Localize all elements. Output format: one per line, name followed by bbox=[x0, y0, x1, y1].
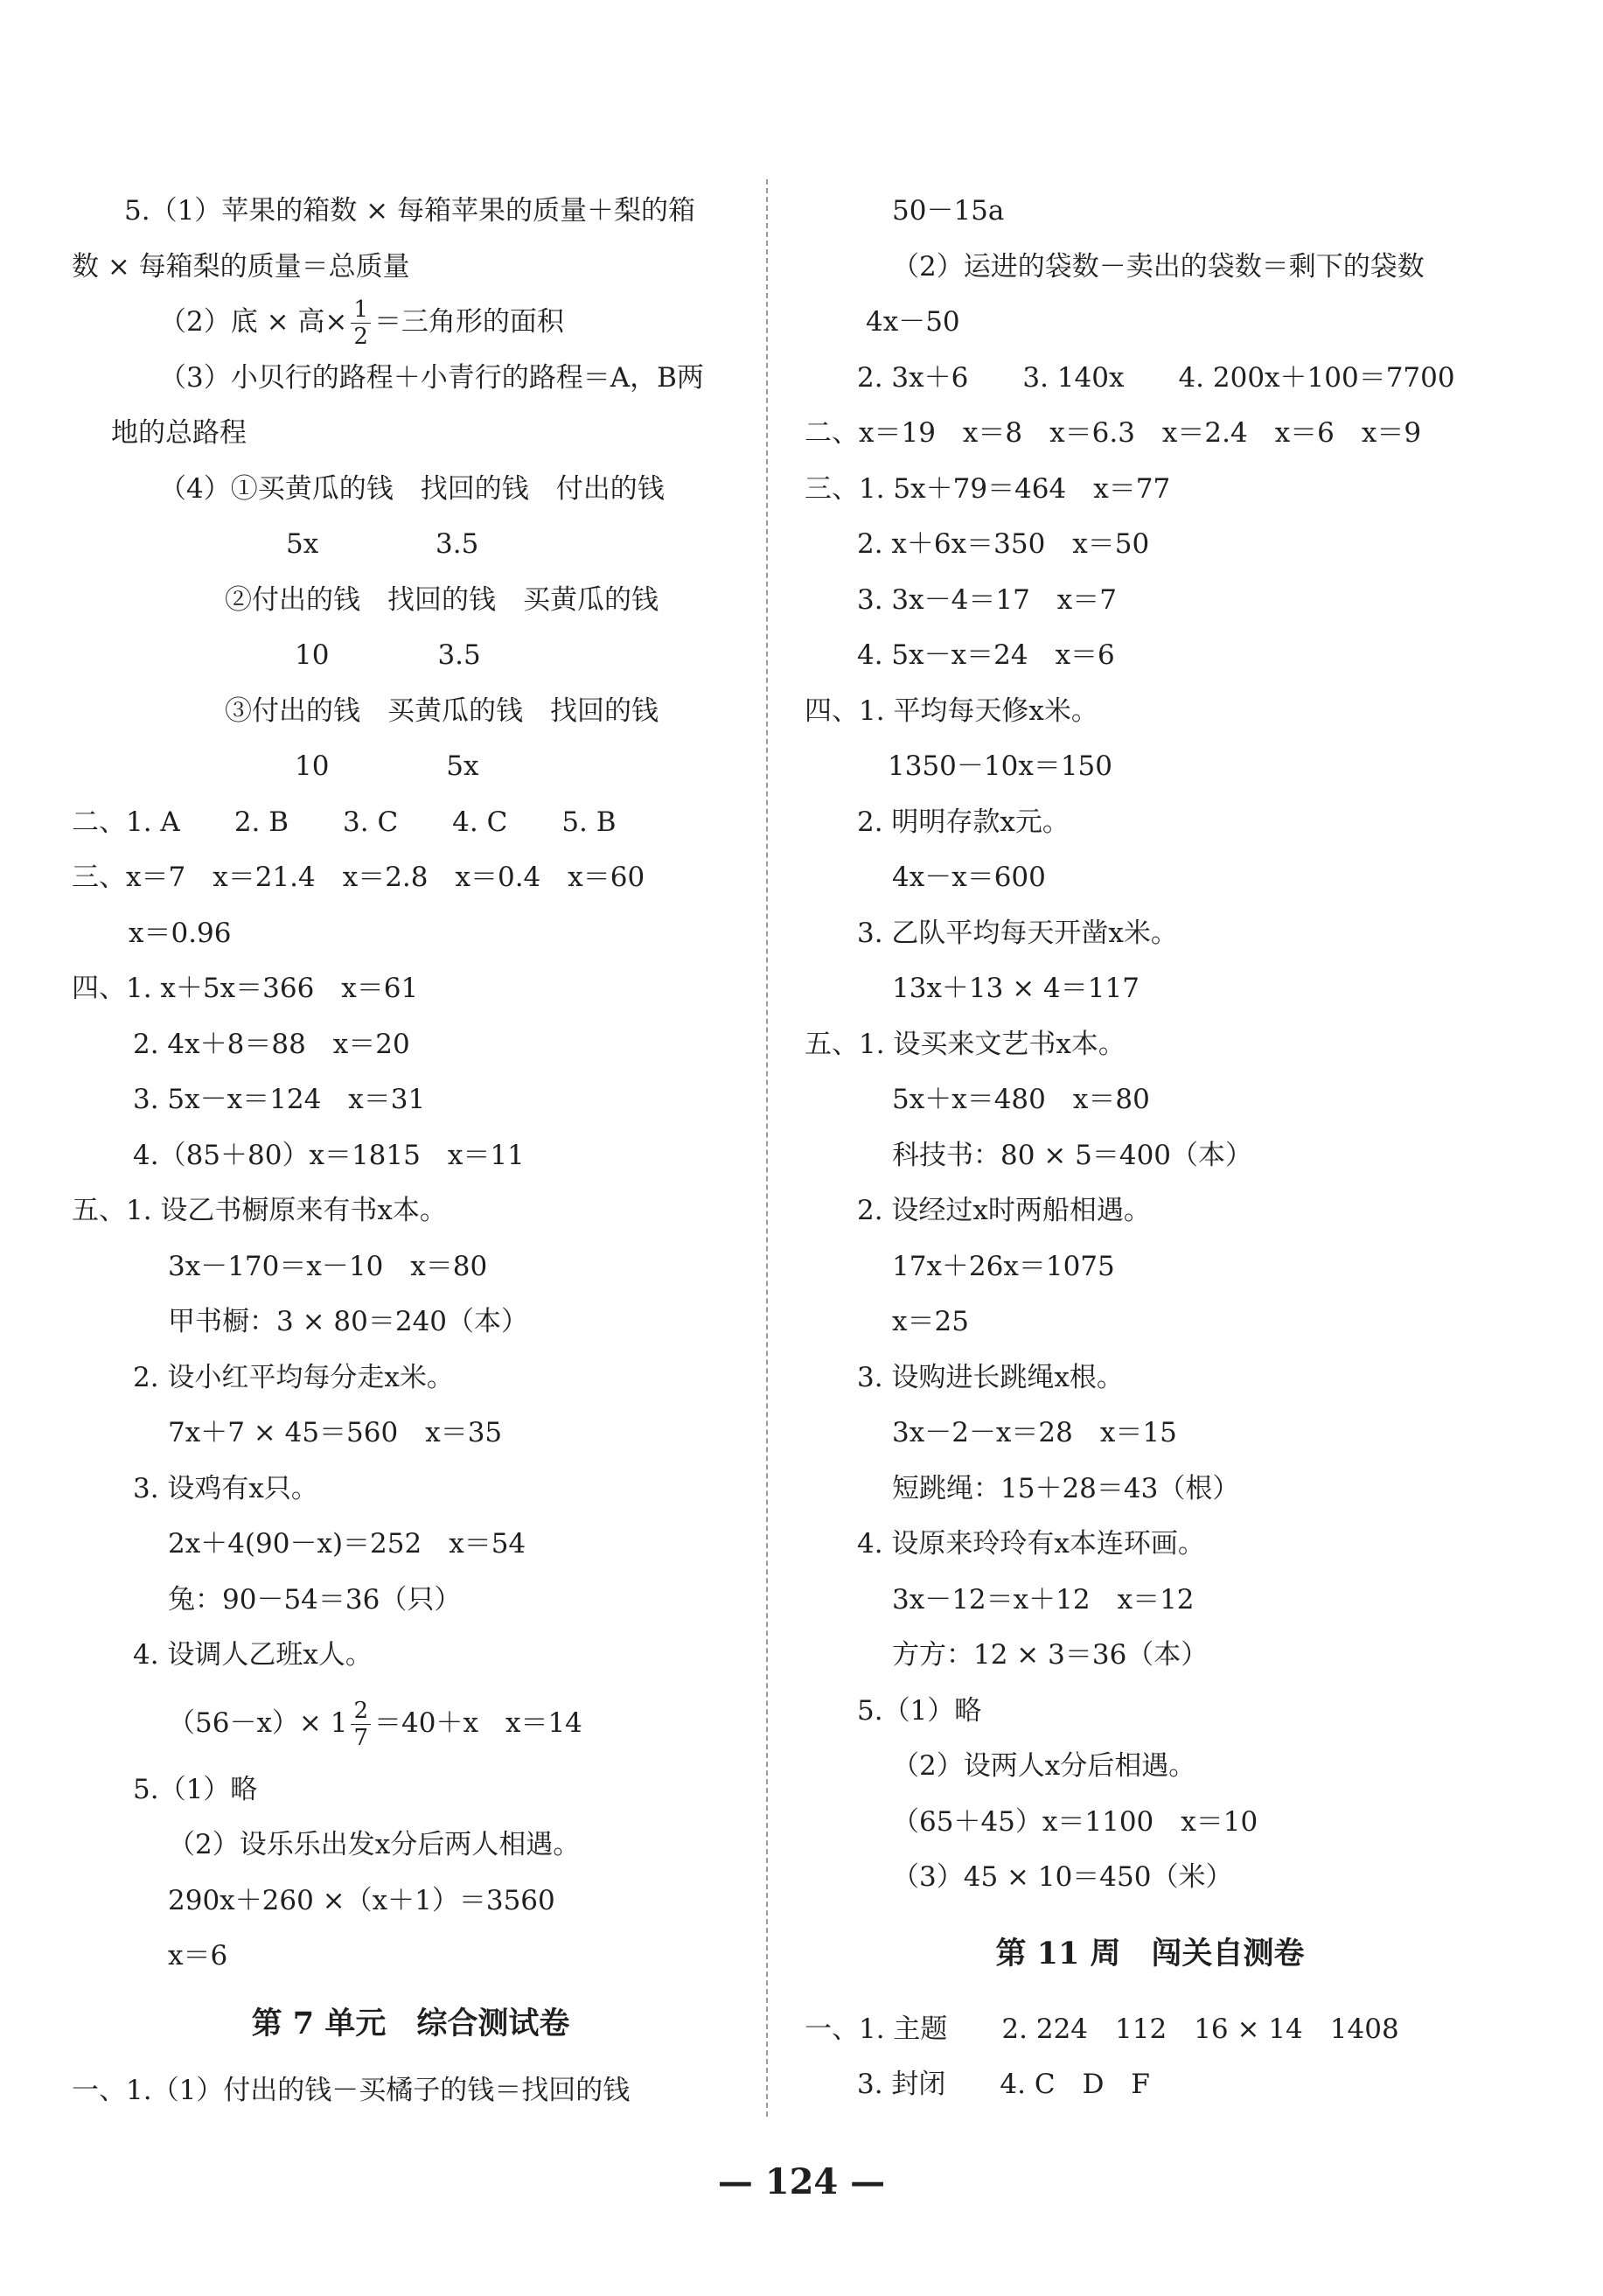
answer-line: 兔：90－54＝36（只） bbox=[168, 1583, 462, 1616]
answer-line: 地的总路程 bbox=[111, 417, 247, 449]
answer-line: 7x＋7 × 45＝560 x＝35 bbox=[168, 1417, 503, 1448]
answer-line bbox=[72, 295, 749, 351]
answer-line: 数 × 每箱梨的质量＝总质量 bbox=[72, 250, 410, 283]
answer-line: 三、x＝7 x＝21.4 x＝2.8 x＝0.4 x＝60 bbox=[72, 862, 645, 893]
answer-line: 3. 3x－4＝17 x＝7 bbox=[857, 583, 1118, 616]
answer-line: 5.（1）略 bbox=[133, 1773, 258, 1805]
answer-line: 4x－50 bbox=[866, 306, 960, 338]
answer-line: 一、1. 主题 2. 224 112 16 × 14 1408 bbox=[805, 2013, 1399, 2045]
answer-line: 2x＋4(90－x)＝252 x＝54 bbox=[168, 1528, 526, 1560]
answer-line: 3x－12＝x＋12 x＝12 bbox=[892, 1583, 1195, 1616]
section-title: 第 11 周 闯关自测卷 bbox=[995, 1935, 1305, 1971]
answer-line: x＝6 bbox=[168, 1940, 228, 1971]
answer-line: 3x－2－x＝28 x＝15 bbox=[892, 1417, 1177, 1448]
answer-line: 2. x＋6x＝350 x＝50 bbox=[857, 528, 1150, 560]
answer-text: ＝40＋x x＝14 bbox=[374, 1706, 582, 1739]
answer-line: 2. 设经过x时两船相遇。 bbox=[857, 1195, 1151, 1226]
answer-line: 3. 乙队平均每天开凿x米。 bbox=[857, 917, 1178, 949]
answer-line: 50－15a bbox=[892, 195, 1005, 227]
answer-line: 4. 5x－x＝24 x＝6 bbox=[857, 639, 1115, 671]
answer-line: （2）设乐乐出发x分后两人相遇。 bbox=[168, 1829, 581, 1860]
answer-line: （3）小贝行的路程＋小青行的路程＝A，B两 bbox=[159, 361, 704, 394]
answer-line: 3. 设鸡有x只。 bbox=[133, 1472, 318, 1504]
answer-line: （2）运进的袋数－卖出的袋数＝剩下的袋数 bbox=[892, 250, 1425, 283]
answer-line: 二、x＝19 x＝8 x＝6.3 x＝2.4 x＝6 x＝9 bbox=[805, 417, 1422, 449]
answer-text: ＝三角形的面积 bbox=[373, 306, 564, 338]
answer-line: 4. 设调人乙班x人。 bbox=[133, 1639, 373, 1671]
answer-line: ②付出的钱 找回的钱 买黄瓜的钱 bbox=[225, 583, 659, 616]
answer-line: 3. 设购进长跳绳x根。 bbox=[857, 1361, 1124, 1393]
answer-line: 二、1. A 2. B 3. C 4. C 5. B bbox=[72, 806, 617, 838]
answer-line: 4.（85＋80）x＝1815 x＝11 bbox=[133, 1139, 525, 1171]
answer-line: 3. 封闭 4. C D F bbox=[857, 2069, 1150, 2100]
answer-line: 五、1. 设买来文艺书x本。 bbox=[805, 1028, 1126, 1060]
column-divider bbox=[766, 179, 768, 2117]
answer-line: （4）①买黄瓜的钱 找回的钱 付出的钱 bbox=[159, 472, 665, 505]
answer-line: 4. 设原来玲玲有x本连环画。 bbox=[857, 1528, 1205, 1560]
answer-line: 5.（1）略 bbox=[857, 1694, 982, 1727]
answer-line: 2. 明明存款x元。 bbox=[857, 806, 1070, 838]
answer-line: 3x－170＝x－10 x＝80 bbox=[168, 1250, 488, 1282]
answer-line: 一、1.（1）付出的钱－买橘子的钱＝找回的钱 bbox=[72, 2074, 631, 2106]
answer-line: 5.（1）苹果的箱数 × 每箱苹果的质量＋梨的箱 bbox=[124, 195, 695, 227]
answer-line: 290x＋260 ×（x＋1）＝3560 bbox=[168, 1884, 555, 1916]
right-column bbox=[805, 184, 1495, 2113]
answer-line: 四、1. x＋5x＝366 x＝61 bbox=[72, 973, 419, 1004]
answer-line: 17x＋26x＝1075 bbox=[892, 1250, 1115, 1282]
answer-text: （2）底 × 高× bbox=[159, 306, 348, 338]
answer-line: 2. 3x＋6 3. 140x 4. 200x＋100＝7700 bbox=[857, 361, 1455, 394]
answer-line: 10 3.5 bbox=[295, 639, 481, 671]
answer-line: 1350－10x＝150 bbox=[888, 750, 1112, 782]
answer-line: 2. 设小红平均每分走x米。 bbox=[133, 1361, 454, 1393]
answer-line: 短跳绳：15＋28＝43（根） bbox=[892, 1472, 1240, 1504]
fraction bbox=[351, 1699, 371, 1749]
answer-line: 甲书橱：3 × 80＝240（本） bbox=[168, 1306, 529, 1337]
fraction-denominator: 7 bbox=[353, 1724, 369, 1751]
answer-line: 5x 3.5 bbox=[286, 528, 479, 560]
answer-line: 5x＋x＝480 x＝80 bbox=[892, 1084, 1150, 1115]
answer-text: （56－x）× 1 bbox=[168, 1706, 348, 1739]
answer-line: 科技书：80 × 5＝400（本） bbox=[892, 1139, 1253, 1171]
section-title: 第 7 单元 综合测试卷 bbox=[251, 2005, 570, 2041]
answer-line: 四、1. 平均每天修x米。 bbox=[805, 694, 1098, 727]
fraction-numerator: 1 bbox=[351, 298, 371, 324]
answer-line: 4x－x＝600 bbox=[892, 862, 1046, 893]
fraction-denominator: 2 bbox=[353, 324, 368, 350]
answer-line: （3）45 × 10＝450（米） bbox=[892, 1861, 1233, 1893]
answer-line: 3. 5x－x＝124 x＝31 bbox=[133, 1084, 426, 1115]
answer-line: 三、1. 5x＋79＝464 x＝77 bbox=[805, 472, 1171, 505]
answer-line: 方方：12 × 3＝36（本） bbox=[892, 1639, 1209, 1671]
answer-line: x＝0.96 bbox=[129, 917, 232, 949]
answer-line: 13x＋13 × 4＝117 bbox=[892, 973, 1140, 1004]
answer-line: x＝25 bbox=[892, 1306, 969, 1337]
answer-line bbox=[72, 1684, 749, 1762]
left-column bbox=[72, 184, 749, 2118]
fraction bbox=[351, 298, 371, 348]
answer-line: （65＋45）x＝1100 x＝10 bbox=[892, 1805, 1258, 1838]
fraction-numerator: 2 bbox=[351, 1699, 371, 1725]
page-number: — 124 — bbox=[717, 2161, 886, 2202]
answer-line: 2. 4x＋8＝88 x＝20 bbox=[133, 1028, 410, 1060]
answer-line: 10 5x bbox=[295, 750, 479, 782]
answer-line: ③付出的钱 买黄瓜的钱 找回的钱 bbox=[225, 694, 659, 727]
answer-line: 五、1. 设乙书橱原来有书x本。 bbox=[72, 1195, 447, 1226]
answer-line: （2）设两人x分后相遇。 bbox=[892, 1750, 1196, 1782]
